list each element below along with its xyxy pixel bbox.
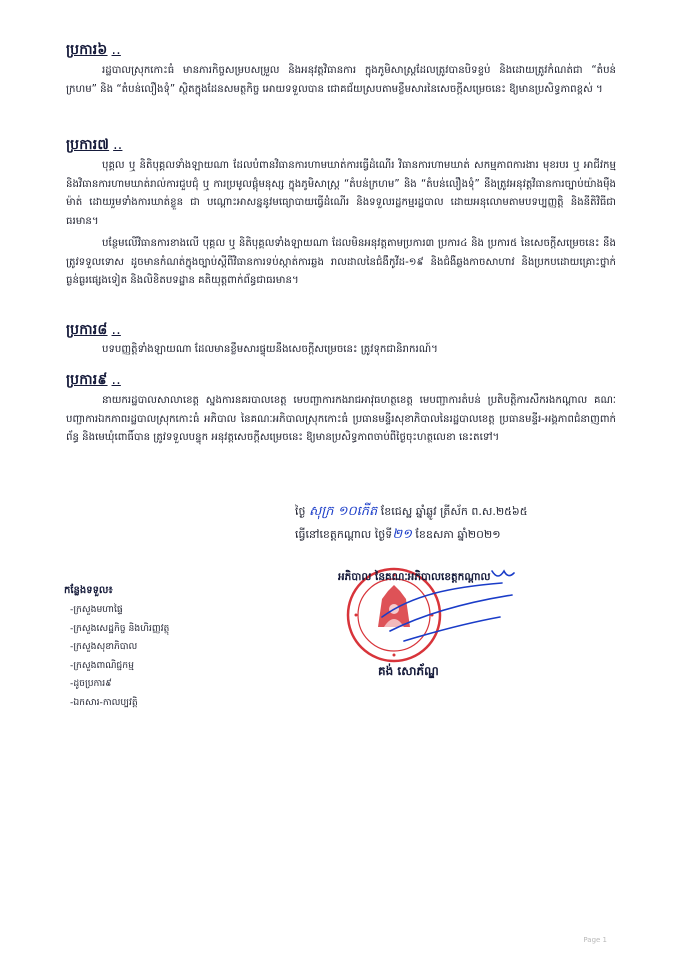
lunar-date-prefix: ថ្ងៃ [295, 505, 306, 518]
signatory-name: គង់ សោភ័ណ្ឌ [378, 664, 439, 678]
article-6-body: រដ្ឋបាលស្រុកកោះធំ មានភារកិច្ចសម្របសម្រួល និងអនុវត្តវិធានការ ក្នុងភូមិសាស្ត្រដែលត្រូវបានបិទខ្ទប់ និងដោយត្រូវកំណត់ជា “តំបន់ក្រហម” និង “តំបន់លឿងទុំ” ស្ថិតក្នុងដែនសមត្ថកិច្ច អោយទទួលបាន ជោគជ័យស្របតាមខ្លឹមសារនៃសេចក្តីសម្រេចនេះ ឱ្យមានប្រសិទ្ធភាពខ្ពស់ ។ [66, 65, 616, 95]
article-7-title: ប្រការ៧ [66, 137, 110, 153]
recipient-item: -ក្រសួងពាណិជ្ជកម្ម [70, 659, 134, 671]
lunar-date-line [295, 503, 528, 522]
article-8-body: បទបញ្ញត្តិទាំងឡាយណា ដែលមានខ្លឹមសារផ្ទុយនឹងសេចក្តីសម្រេចនេះ ត្រូវទុកជានិរាករណ៍។ [102, 344, 438, 355]
article-7-heading [66, 135, 122, 156]
lunar-date-handwritten: សុក្រ ១០កើត [308, 504, 378, 519]
article-8-dots: .. [111, 322, 121, 338]
page-number: Page 1 [583, 936, 607, 944]
article-9-body: នាយករដ្ឋបាលសាលាខេត្ត ស្នងការនគរបាលខេត្ត មេបញ្ជាការកងរាជអាវុធហត្ថខេត្ត មេបញ្ជាការតំបន់ ប្រតិបត្តិការសឹករងកណ្តាល គណៈបញ្ជាការឯកភាពរដ្ឋបាលស្រុកកោះធំ អភិបាល នៃគណៈអភិបាលស្រុកកោះធំ ប្រធានមន្ទីរសុខាភិបាលនៃរដ្ឋបាលខេត្ត ប្រធានមន្ទីរ-អង្គភាពជំនាញពាក់ព័ន្ធ និងមេឃុំពោធិ៍បាន ត្រូវទទួលបន្ទុក អនុវត្តសេចក្តីសម្រេចនេះ ឱ្យមានប្រសិទ្ធភាពចាប់ពីថ្ងៃចុះហត្ថលេខា នេះតទៅ។ [66, 395, 616, 444]
article-8-heading [66, 320, 121, 341]
article-7-body-1: បុគ្គល ឬ និតិបុគ្គលទាំងឡាយណា ដែលបំពានវិធានការហាមឃាត់ការធ្វើដំណើរ វិធានការហាមឃាត់ សកម្មភាពការងារ មុខរបរ ឬ អាជីវកម្ម និងវិធានការហាមឃាត់រាល់ការជួបជុំ ឬ ការប្រមូលផ្តុំមនុស្ស ក្នុងភូមិសាស្ត្រ “តំបន់ក្រហម” និង “តំបន់លឿងទុំ” នឹងត្រូវអនុវត្តវិធានការច្បាប់យ៉ាងម៉ឺងម៉ាត់ ដោយរួមទាំងការឃាត់ខ្លួន ជា បណ្តោះអាសន្ននូវមធ្យោបាយធ្វើដំណើរ និងទទួលរដ្ឋកម្មរដ្ឋបាល ដោយអនុលោមតាមបទប្បញ្ញត្តិ និងនីតិវិធីជាធរមាន។ [66, 160, 616, 227]
article-9-dots: .. [111, 372, 121, 388]
solar-date-handwritten: ២១ [392, 527, 412, 542]
recipient-item: -ក្រសួងមហាផ្ទៃ [70, 604, 123, 615]
solar-date-prefix: ធ្វើនៅខេត្តកណ្តាល ថ្ងៃទី [295, 528, 393, 541]
article-9-title: ប្រការ៩ [66, 372, 108, 388]
article-7-body-2: បន្ថែមលើវិធានការខាងលើ បុគ្គល ឬ និតិបុគ្គលទាំងឡាយណា ដែលមិនអនុវត្តតាមប្រការ៣ ប្រការ៤ និង ប្រការ៥ នៃសេចក្តីសម្រេចនេះ នឹងត្រូវទទួលទោស ដូចមានកំណត់ក្នុងច្បាប់ស្តីពីវិធានការទប់ស្កាត់ការឆ្លង រាលដាលនៃជំងឺកូវីដ-១៩ និងជំងឺឆ្លងកាចសាហាវ និងប្រកបដោយគ្រោះថ្នាក់ធ្ងន់ធ្ងរផ្សេងទៀត និងលិខិតបទដ្ឋាន គតិយុត្តពាក់ព័ន្ធជាធរមាន។ [66, 238, 616, 287]
lunar-date-rest: ខែជេស្ឋ ឆ្នាំឆ្លូវ ត្រីស័ក ព.ស.២៥៦៥ [380, 505, 528, 518]
recipient-item: -ដូចប្រការ៩ [70, 678, 112, 690]
recipient-item: -ក្រសួងសុខាភិបាល [70, 641, 138, 653]
recipients-title: កន្លែងទទួល៖ [64, 585, 113, 596]
article-7-dots: .. [113, 137, 123, 153]
recipient-item: -ឯកសារ-កាលប្បវត្តិ [70, 696, 138, 708]
recipient-item: -ក្រសួងសេដ្ឋកិច្ច និងហិរញ្ញវត្ថុ [70, 622, 170, 634]
recipients-list [70, 601, 169, 713]
signatory-title: អភិបាល នៃគណៈអភិបាលខេត្តកណ្តាល [338, 571, 491, 583]
article-6-heading [66, 40, 121, 61]
solar-date-line [295, 526, 501, 545]
article-9-heading [66, 370, 121, 391]
article-8-title: ប្រការ៨ [66, 322, 108, 338]
article-6-title: ប្រការ៦ [66, 42, 108, 58]
solar-date-rest: ខែឧសភា ឆ្នាំ២០២១ [415, 528, 501, 541]
article-6-dots: .. [111, 42, 121, 58]
